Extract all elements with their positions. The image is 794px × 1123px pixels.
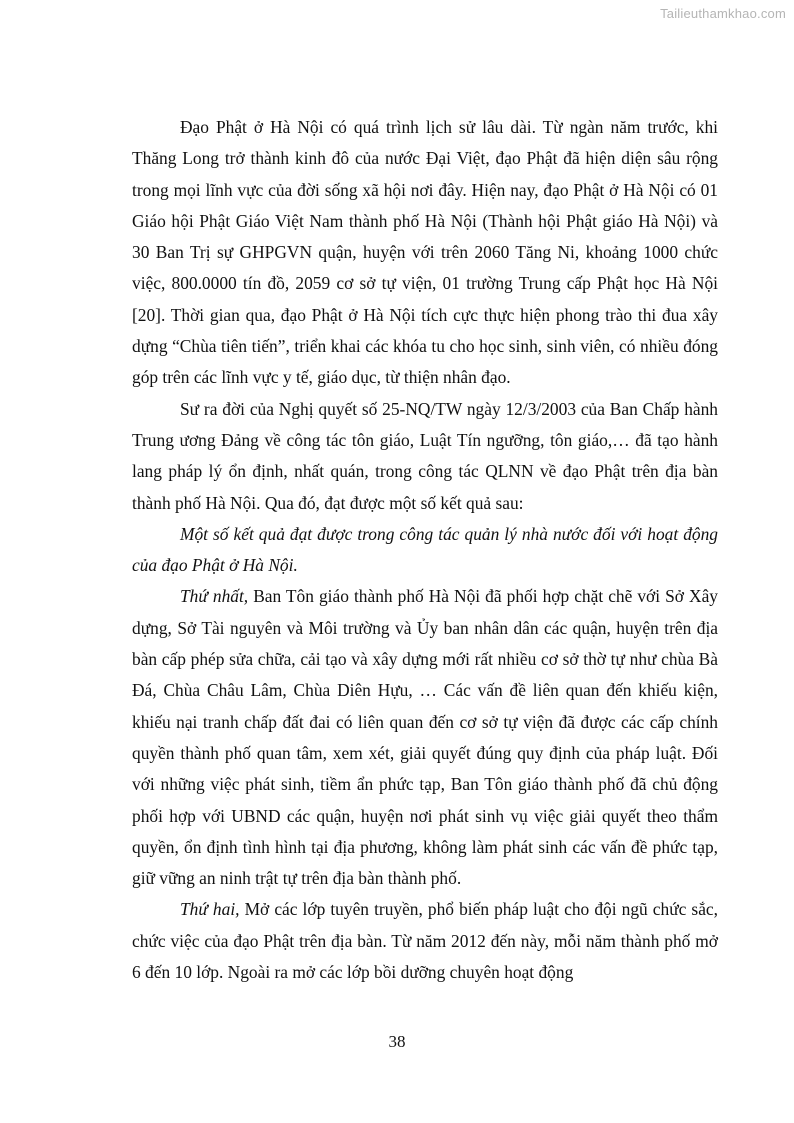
document-body: [132, 112, 718, 988]
paragraph-2: [132, 394, 718, 519]
paragraph-text: Đạo Phật ở Hà Nội có quá trình lịch sử lâu dài. Từ ngàn năm trước, khi Thăng Long trở thành kinh đô của nước Đại Việt, đạo Phật đã hiện diện sâu rộng trong mọi lĩnh vực của đời sống xã hội nơi đây. Hiện nay, đạo Phật ở Hà Nội có 01 Giáo hội Phật Giáo Việt Nam thành phố Hà Nội (Thành hội Phật giáo Hà Nội) và 30 Ban Trị sự GHPGVN quận, huyện với trên 2060 Tăng Ni, khoảng 1000 chức việc, 800.0000 tín đồ, 2059 cơ sở tự viện, 01 trường Trung cấp Phật học Hà Nội [20]. Thời gian qua, đạo Phật ở Hà Nội tích cực thực hiện phong trào thi đua xây dựng “Chùa tiên tiến”, triển khai các khóa tu cho học sinh, sinh viên, có nhiều đóng góp trên các lĩnh vực y tế, giáo dục, từ thiện nhân đạo.: [132, 117, 718, 388]
paragraph-text: Ban Tôn giáo thành phố Hà Nội đã phối hợp chặt chẽ với Sở Xây dựng, Sở Tài nguyên và Môi trường và Ủy ban nhân dân các quận, huyện trên địa bàn cấp phép sửa chữa, cải tạo và xây dựng mới rất nhiều cơ sở thờ tự như chùa Bà Đá, Chùa Châu Lâm, Chùa Diên Hựu, … Các vấn đề liên quan đến khiếu kiện, khiếu nại tranh chấp đất đai có liên quan đến cơ sở tự viện đã được các cấp chính quyền thành phố quan tâm, xem xét, giải quyết đúng quy định của pháp luật. Đối với những việc phát sinh, tiềm ẩn phức tạp, Ban Tôn giáo thành phố đã chủ động phối hợp với UBND các quận, huyện nơi phát sinh vụ việc giải quyết theo thẩm quyền, ổn định tình hình tại địa phương, không làm phát sinh các vấn đề phức tạp, giữ vững an ninh trật tự trên địa bàn thành phố.: [132, 586, 718, 889]
paragraph-text: Mở các lớp tuyên truyền, phổ biến pháp luật cho đội ngũ chức sắc, chức việc của đạo Phật trên địa bàn. Từ năm 2012 đến này, mỗi năm thành phố mở 6 đến 10 lớp. Ngoài ra mở các lớp bồi dưỡng chuyên hoạt động: [132, 899, 718, 983]
paragraph-1: [132, 112, 718, 394]
paragraph-4: [132, 581, 718, 894]
paragraph-text: Một số kết quả đạt được trong công tác quản lý nhà nước đối với hoạt động của đạo Phật ở Hà Nội.: [132, 523, 718, 576]
paragraph-5: [132, 894, 718, 988]
watermark: Tailieuthamkhao.com: [660, 6, 786, 21]
paragraph-lead: Thứ nhất,: [180, 586, 249, 607]
paragraph-text: Sư ra đời của Nghị quyết số 25-NQ/TW ngày 12/3/2003 của Ban Chấp hành Trung ương Đảng về công tác tôn giáo, Luật Tín ngưỡng, tôn giáo,… đã tạo hành lang pháp lý ổn định, nhất quán, trong công tác QLNN về đạo Phật trên địa bàn thành phố Hà Nội. Qua đó, đạt được một số kết quả sau:: [132, 398, 718, 513]
section-heading: [132, 519, 718, 582]
page-number: 38: [388, 1032, 406, 1051]
paragraph-lead: Thứ hai,: [180, 899, 240, 920]
